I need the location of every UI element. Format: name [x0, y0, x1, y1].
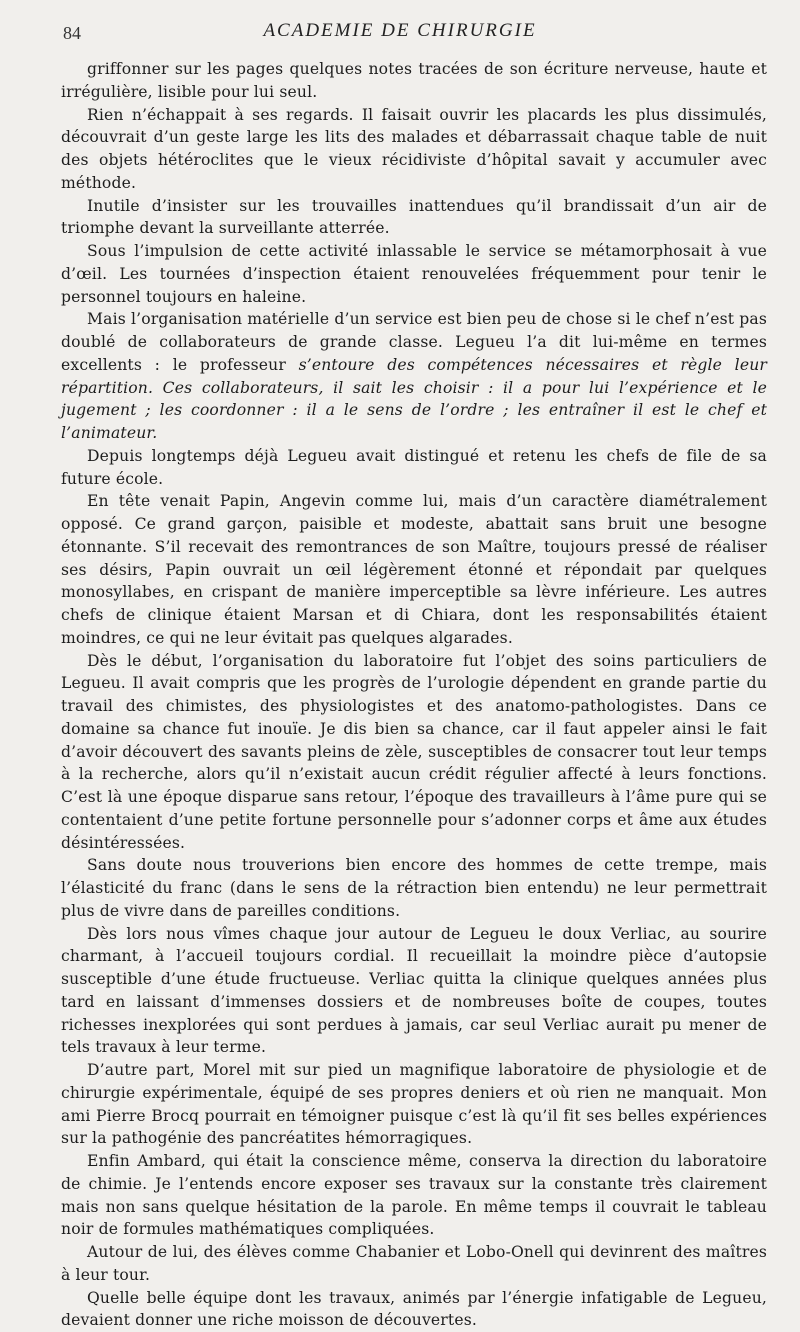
body-text	[61, 58, 767, 1332]
text-run: Autour de lui, des élèves comme Chabanier et Lobo-Onell qui devinrent des maîtres à leur tour.	[61, 1243, 767, 1284]
paragraph	[61, 1059, 767, 1150]
text-run: Rien n’échappait à ses regards. Il faisait ouvrir les placards les plus dissimulés, découvrait d’un geste large les lits des malades et débarrassait chaque table de nuit des objets hétéroclites que le vieux récidiviste d’hôpital savait y accumuler avec méthode.	[61, 106, 767, 192]
paragraph	[61, 445, 767, 491]
paragraph	[61, 923, 767, 1060]
page-number: 84	[63, 23, 81, 44]
paragraph	[61, 104, 767, 195]
text-run: Quelle belle équipe dont les travaux, animés par l’énergie infatigable de Legueu, devaient donner une riche moisson de découvertes.	[61, 1289, 767, 1330]
paragraph	[61, 490, 767, 649]
italic-text: s’entoure des compétences nécessaires et règle leur répartition. Ces collaborateurs, il sait les choisir : il a pour lui l’expérience et le jugement ; les coordonner : il a le sens de l’ordre ; les entraîner il est le chef et l’animateur.	[61, 356, 767, 442]
text-run: En tête venait Papin, Angevin comme lui, mais d’un caractère diamétralement opposé. Ce grand garçon, paisible et modeste, abattait sans bruit une besogne étonnante. S’il recevait des remontrances de son Maître, toujours pressé de réaliser ses désirs, Papin ouvrait un œil légèrement étonné et répondait par quelques monosyllabes, en crispant de manière imperceptible sa lèvre inférieure. Les autres chefs de clinique étaient Marsan et di Chiara, dont les responsabilités étaient moindres, ce qui ne leur évitait pas quelques algarades.	[61, 492, 767, 647]
page-header	[0, 18, 800, 48]
text-run: Dès le début, l’organisation du laboratoire fut l’objet des soins particuliers de Legueu. Il avait compris que les progrès de l’urologie dépendent en grande partie du travail des chimistes, des physiologistes et des anatomo-pathologistes. Dans ce domaine sa chance fut inouïe. Je dis bien sa chance, car il faut appeler ainsi le fait d’avoir découvert des savants pleins de zèle, susceptibles de consacrer tout leur temps à la recherche, alors qu’il n’existait aucun crédit régulier affecté à leurs fonctions. C’est là une époque disparue sans retour, l’époque des travailleurs à l’âme pure qui se contentaient d’une petite fortune personnelle pour s’adonner corps et âme aux études désintéressées.	[61, 652, 767, 852]
running-head: ACADEMIE DE CHIRURGIE	[0, 20, 800, 42]
text-run: Sans doute nous trouverions bien encore des hommes de cette trempe, mais l’élasticité du franc (dans le sens de la rétraction bien entendu) ne leur permettrait plus de vivre dans de pareilles conditions.	[61, 856, 767, 920]
paragraph	[61, 1150, 767, 1241]
text-run: D’autre part, Morel mit sur pied un magnifique laboratoire de physiologie et de chirurgie expérimentale, équipé de ses propres deniers et où rien ne manquait. Mon ami Pierre Brocq pourrait en témoigner puisque c’est là qu’il fit ses belles expériences sur la pathogénie des pancréatites hémorragiques.	[61, 1061, 767, 1147]
text-run: Enfin Ambard, qui était la conscience même, conserva la direction du laboratoire de chimie. Je l’entends encore exposer ses travaux sur la constante très clairement mais non sans quelque hésitation de la parole. En même temps il couvrait le tableau noir de formules mathématiques compliquées.	[61, 1152, 767, 1238]
paragraph	[61, 1241, 767, 1287]
paragraph	[61, 650, 767, 855]
text-run: Depuis longtemps déjà Legueu avait distingué et retenu les chefs de file de sa future école.	[61, 447, 767, 488]
paragraph	[61, 240, 767, 308]
text-run: Mais l’organisation matérielle d’un service est bien peu de chose si le chef n’est pas doublé de collaborateurs de grande classe. Legueu l’a dit lui-même en termes excellents : le professeur	[61, 310, 767, 374]
text-run: Sous l’impulsion de cette activité inlassable le service se métamorphosait à vue d’œil. Les tournées d’inspection étaient renouvelées fréquemment pour tenir le personnel toujours en haleine.	[61, 242, 767, 306]
paragraph	[61, 58, 767, 104]
paragraph	[61, 308, 767, 445]
paragraph	[61, 1287, 767, 1332]
paragraph	[61, 854, 767, 922]
text-run: griffonner sur les pages quelques notes tracées de son écriture nerveuse, haute et irrégulière, lisible pour lui seul.	[61, 60, 767, 101]
text-run: Inutile d’insister sur les trouvailles inattendues qu’il brandissait d’un air de triomphe devant la surveillante atterrée.	[61, 197, 767, 238]
paragraph	[61, 195, 767, 241]
text-run: Dès lors nous vîmes chaque jour autour de Legueu le doux Verliac, au sourire charmant, à l’accueil toujours cordial. Il recueillait la moindre pièce d’autopsie susceptible d’une étude fructueuse. Verliac quitta la clinique quelques années plus tard en laissant d’immenses dossiers et de nombreuses boîte de coupes, toutes richesses inexplorées qui sont perdues à jamais, car seul Verliac aurait pu mener de tels travaux à leur terme.	[61, 925, 767, 1057]
